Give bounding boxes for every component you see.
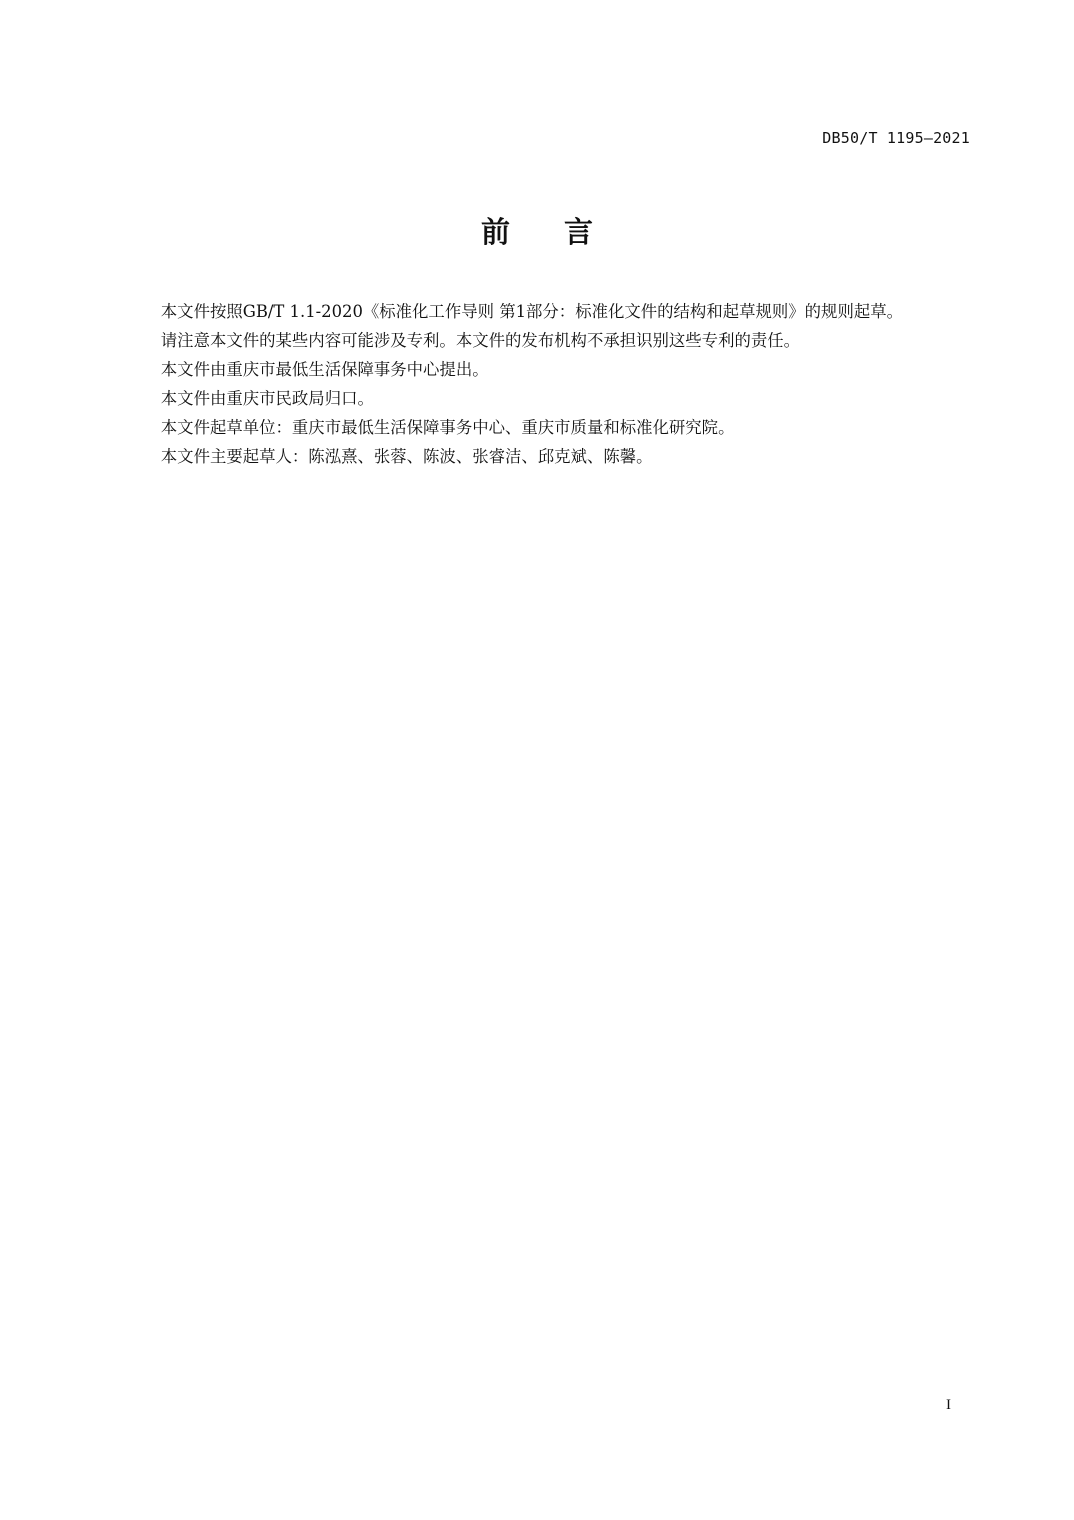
paragraph-drafting-rules: 本文件按照GB/T 1.1-2020《标准化工作导则 第1部分：标准化文件的结构和起草规则》的规则起草。 — [160, 302, 904, 321]
paragraph-drafting-units: 本文件起草单位：重庆市最低生活保障事务中心、重庆市质量和标准化研究院。 — [160, 418, 735, 437]
foreword-body — [128, 297, 974, 471]
paragraph-patent-notice: 请注意本文件的某些内容可能涉及专利。本文件的发布机构不承担识别这些专利的责任。 — [160, 331, 801, 350]
paragraph-drafters: 本文件主要起草人：陈泓熹、张蓉、陈波、张睿洁、邱克斌、陈馨。 — [160, 447, 653, 466]
page-number: I — [946, 1397, 951, 1413]
document-code: DB50/T 1195—2021 — [822, 129, 970, 147]
paragraph-administrator: 本文件由重庆市民政局归口。 — [160, 389, 374, 408]
paragraph-proposer: 本文件由重庆市最低生活保障事务中心提出。 — [160, 360, 489, 379]
page-title: 前言 — [480, 215, 647, 249]
